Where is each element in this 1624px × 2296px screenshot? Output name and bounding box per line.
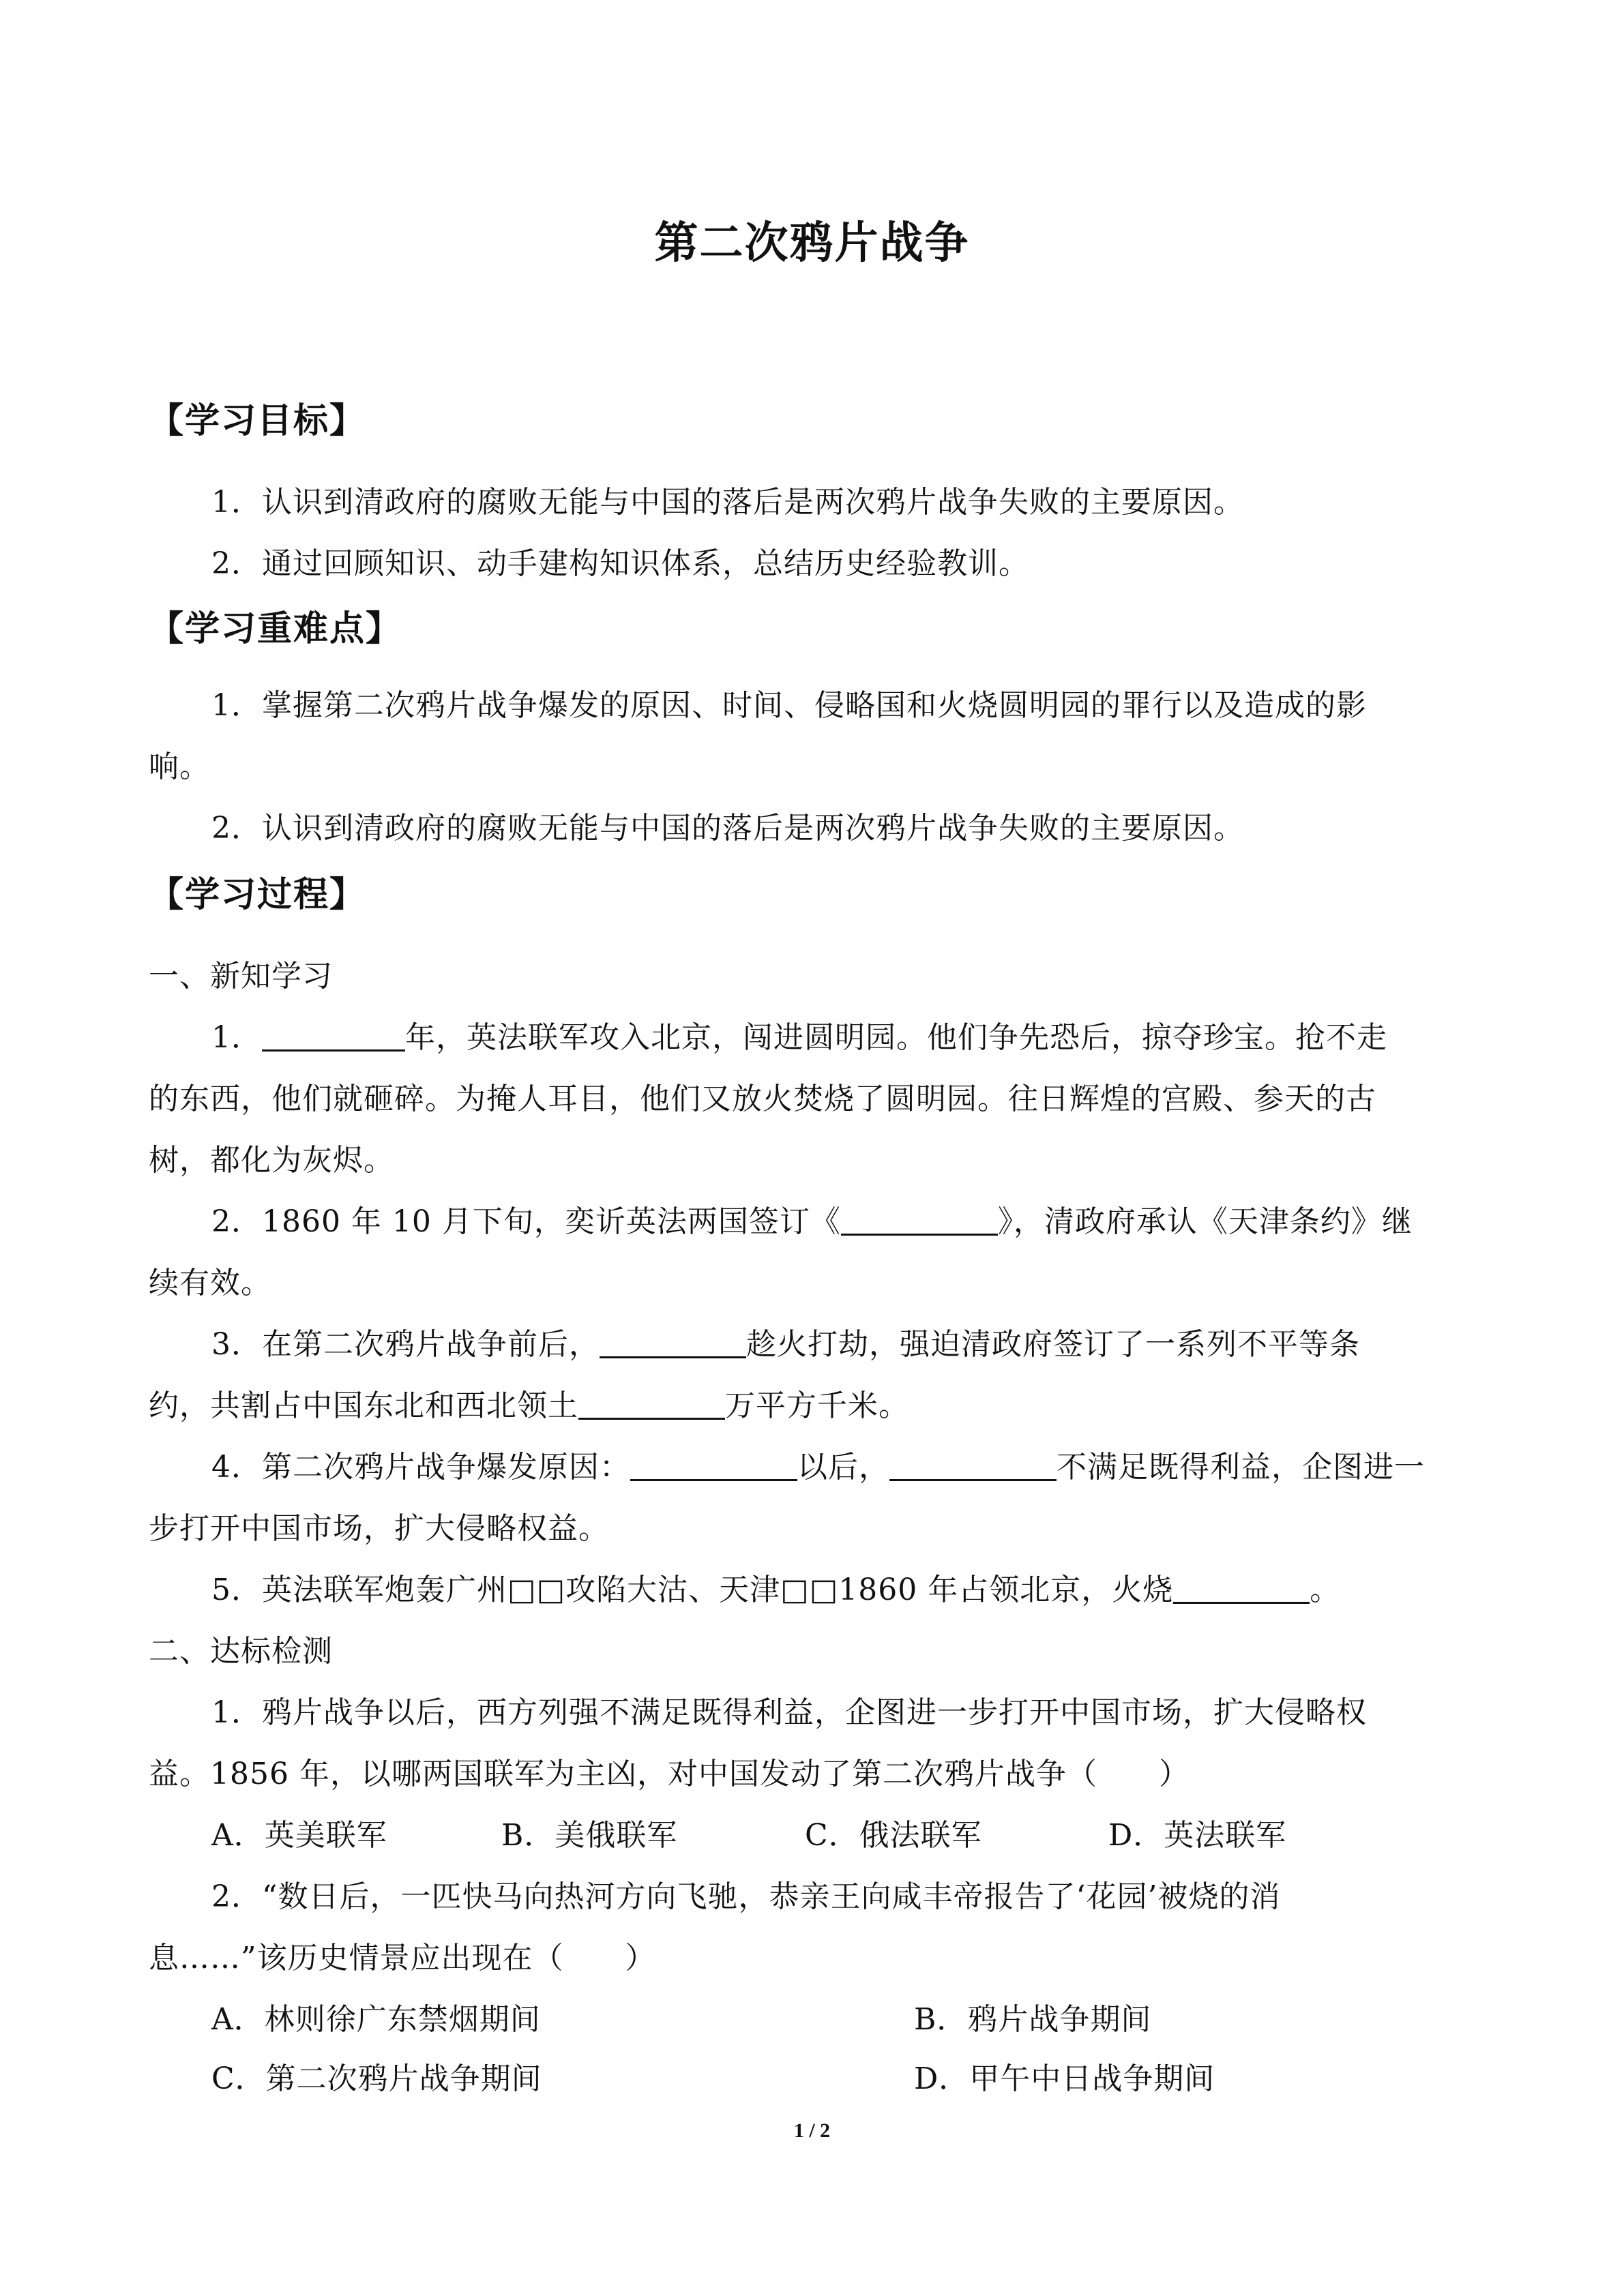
part1-q2-suffix: 》，清政府承认《天津条约》继 bbox=[997, 1204, 1413, 1239]
part1-q5-prefix: 5．英法联军炮轰广州□□攻陷大沽、天津□□1860 年占领北京，火烧 bbox=[211, 1572, 1174, 1607]
goal-item-2: 2．通过回顾知识、动手建构知识体系，总结历史经验教训。 bbox=[211, 546, 1029, 581]
keypoint-item-1-line-2: 响。 bbox=[149, 749, 210, 784]
part2-q1-option-c[interactable]: C．俄法联军 bbox=[805, 1818, 982, 1853]
answer-blank[interactable] bbox=[1173, 1572, 1310, 1604]
part2-q1-option-d[interactable]: D．英法联军 bbox=[1108, 1818, 1287, 1853]
part1-q4-line-2: 步打开中国市场，扩大侵略权益。 bbox=[149, 1511, 609, 1546]
part1-q2-line-1 bbox=[211, 1197, 1413, 1240]
answer-blank[interactable] bbox=[630, 1449, 797, 1481]
part2-q1-option-b[interactable]: B．美俄联军 bbox=[501, 1818, 678, 1853]
answer-blank[interactable] bbox=[841, 1204, 998, 1236]
part1-q5-suffix: 。 bbox=[1310, 1572, 1341, 1607]
part1-q3-line2-suffix: 万平方千米。 bbox=[725, 1388, 909, 1423]
keypoint-item-2: 2．认识到清政府的腐败无能与中国的落后是两次鸦片战争失败的主要原因。 bbox=[211, 811, 1244, 846]
part1-q3-prefix: 3．在第二次鸦片战争前后， bbox=[211, 1327, 600, 1362]
part1-q3-line2-prefix: 约，共割占中国东北和西北领土 bbox=[149, 1388, 578, 1423]
answer-blank[interactable] bbox=[262, 1019, 405, 1052]
part2-q2-option-c[interactable]: C．第二次鸦片战争期间 bbox=[211, 2061, 542, 2096]
part2-q1-option-a[interactable]: A．英美联军 bbox=[211, 1818, 387, 1853]
part1-q5-line-1 bbox=[211, 1565, 1340, 1609]
part1-q2-line-2: 续有效。 bbox=[149, 1266, 271, 1300]
part1-q4-mid: 以后， bbox=[797, 1450, 889, 1485]
part1-q3-line-2 bbox=[149, 1381, 909, 1425]
answer-blank[interactable] bbox=[600, 1326, 746, 1358]
part1-q1-line-2: 的东西，他们就砸碎。为掩人耳目，他们又放火焚烧了圆明园。往日辉煌的宫殿、参天的古 bbox=[149, 1082, 1376, 1116]
part1-q2-prefix: 2．1860 年 10 月下旬，奕䜣英法两国签订《 bbox=[211, 1204, 841, 1239]
page-number: 1 / 2 bbox=[793, 2119, 831, 2142]
part1-q1-prefix: 1． bbox=[211, 1020, 262, 1055]
part1-q4-prefix: 4．第二次鸦片战争爆发原因： bbox=[211, 1450, 630, 1485]
part2-q2-option-b[interactable]: B．鸦片战争期间 bbox=[914, 2002, 1152, 2037]
part1-q4-suffix: 不满足既得利益，企图进一 bbox=[1057, 1450, 1425, 1485]
answer-blank[interactable] bbox=[578, 1388, 725, 1420]
part2-q1-line-2: 益。1856 年，以哪两国联军为主凶，对中国发动了第二次鸦片战争（ ） bbox=[149, 1757, 1190, 1791]
keypoint-item-1-line-1: 1．掌握第二次鸦片战争爆发的原因、时间、侵略国和火烧圆明园的罪行以及造成的影 bbox=[211, 688, 1367, 723]
part1-q1-suffix: 年，英法联军攻入北京，闯进圆明园。他们争先恐后，掠夺珍宝。抢不走 bbox=[405, 1020, 1387, 1055]
section-heading-goals: 【学习目标】 bbox=[149, 401, 366, 441]
part2-q2-option-d[interactable]: D．甲午中日战争期间 bbox=[914, 2061, 1215, 2096]
part1-q1-line-3: 树，都化为灰烬。 bbox=[149, 1143, 394, 1178]
answer-blank[interactable] bbox=[889, 1449, 1057, 1481]
part2-q1-line-1: 1．鸦片战争以后，西方列强不满足既得利益，企图进一步打开中国市场，扩大侵略权 bbox=[211, 1695, 1367, 1730]
part2-q2-line-1: 2．“数日后，一匹快马向热河方向飞驰，恭亲王向咸丰帝报告了‘花园’被烧的消 bbox=[211, 1879, 1281, 1914]
part2-q2-option-a[interactable]: A．林则徐广东禁烟期间 bbox=[211, 2002, 541, 2037]
part1-q4-line-1 bbox=[211, 1442, 1425, 1486]
section-heading-process: 【学习过程】 bbox=[149, 875, 366, 915]
part1-heading: 一、新知学习 bbox=[149, 959, 333, 994]
part1-q1-line-1 bbox=[211, 1013, 1387, 1056]
goal-item-1: 1．认识到清政府的腐败无能与中国的落后是两次鸦片战争失败的主要原因。 bbox=[211, 485, 1244, 520]
section-heading-keypoints: 【学习重难点】 bbox=[149, 609, 402, 649]
part2-q2-line-2: 息……”该历史情景应出现在（ ） bbox=[149, 1941, 656, 1976]
part1-q3-suffix: 趁火打劫，强迫清政府签订了一系列不平等条 bbox=[746, 1327, 1360, 1362]
part2-heading: 二、达标检测 bbox=[149, 1634, 333, 1669]
page-title: 第二次鸦片战争 bbox=[654, 218, 970, 269]
part1-q3-line-1 bbox=[211, 1320, 1360, 1363]
